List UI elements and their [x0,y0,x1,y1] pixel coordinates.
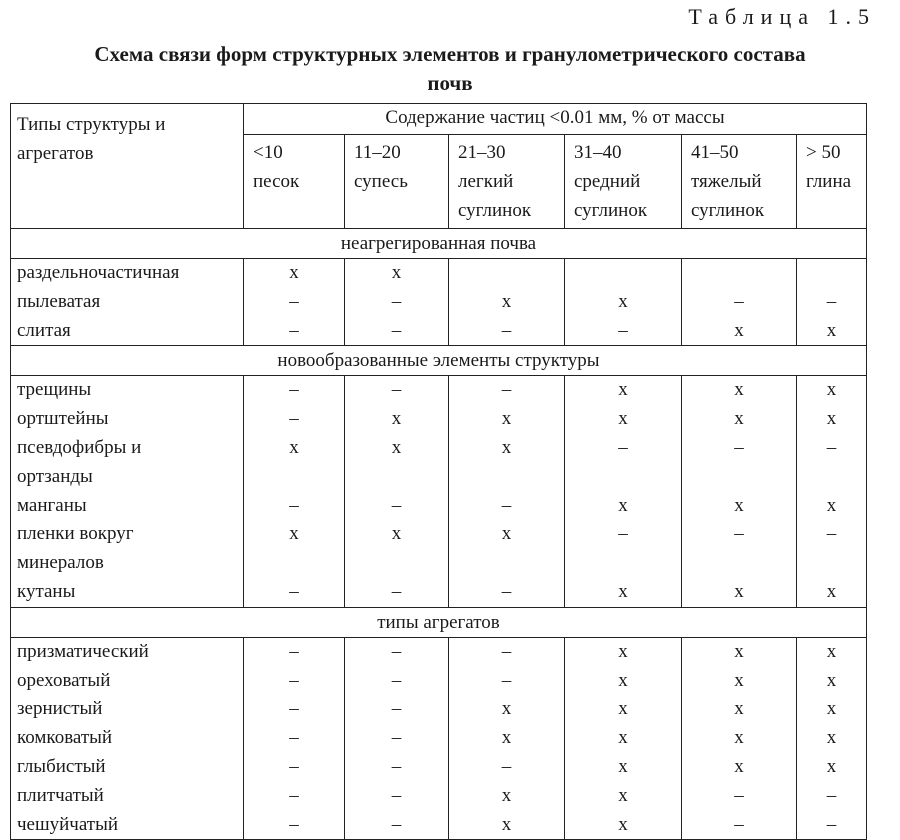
section-title: новообразованные элементы структуры [11,346,867,376]
mark-cell [797,637,867,840]
presence-mark: x [618,408,628,430]
table-body [11,104,867,840]
structure-type-cell [11,637,244,840]
column-header-range: 31–40 [574,142,622,163]
presence-mark: – [289,669,299,691]
presence-mark: – [391,669,402,691]
column-header-1 [244,135,345,229]
presence-mark: – [289,784,299,806]
header-row [11,104,867,135]
presence-mark [682,463,796,492]
presence-mark: – [289,580,299,602]
presence-mark: – [618,523,628,545]
first-column-header-line-2: агрегатов [17,143,94,164]
structure-type-name: пылеватая [17,290,101,312]
presence-mark: x [501,408,512,430]
column-header-4 [565,135,682,229]
presence-mark: – [734,784,744,806]
presence-mark: – [391,755,402,777]
column-header-texture: тяжелый [691,171,762,192]
presence-mark: – [391,727,402,749]
presence-mark [244,463,344,492]
presence-mark: – [826,436,837,458]
presence-mark [449,463,564,492]
structure-type-name: слитая [17,319,71,341]
presence-mark: x [618,669,628,691]
table-number: Таблица 1.5 [688,4,876,29]
presence-mark: x [826,727,837,749]
column-header-texture-line-2: суглинок [458,200,532,221]
presence-mark: – [826,813,837,835]
structure-type-name: глыбистый [17,755,106,777]
presence-mark: x [501,436,512,458]
presence-mark: x [826,408,837,430]
presence-mark: – [501,379,512,401]
column-header-texture-line-2: суглинок [691,200,765,221]
presence-mark: – [734,436,744,458]
presence-mark: – [391,319,402,341]
presence-mark: x [826,580,837,602]
presence-mark: – [618,436,628,458]
presence-mark: x [734,669,744,691]
presence-mark: x [734,379,744,401]
column-header-range: <10 [253,142,283,163]
title-line-1: Схема связи форм структурных элементов и гранулометрического состава [94,42,806,66]
presence-mark: – [391,813,402,835]
structure-type-name: манганы [17,494,87,516]
presence-mark: x [826,698,837,720]
mark-cell [345,637,449,840]
presence-mark [449,549,564,578]
presence-mark: x [618,290,628,312]
column-header-range: 41–50 [691,142,739,163]
presence-mark: x [391,262,402,283]
presence-mark [565,549,681,578]
presence-mark: – [501,669,512,691]
presence-mark: x [826,755,837,777]
column-header-texture-line-2: суглинок [574,200,648,221]
presence-mark: x [826,379,837,401]
column-header-2 [345,135,449,229]
mark-cell [449,637,565,840]
structure-type-name: ортштейны [17,408,109,430]
presence-mark: – [618,319,628,341]
presence-mark: – [289,319,299,341]
presence-mark [565,463,681,492]
presence-mark: x [289,262,299,283]
section-body-row [11,637,867,840]
presence-mark: – [391,784,402,806]
presence-mark: x [501,523,512,545]
presence-mark [797,549,866,578]
structure-type-name: плитчатый [17,784,104,806]
mark-cell [682,376,797,607]
section-row [11,346,867,376]
presence-mark: x [289,436,299,458]
mark-cell [345,259,449,346]
column-header-3 [449,135,565,229]
structure-table [10,103,867,840]
structure-type-name: призматический [17,640,149,662]
presence-mark: x [734,408,744,430]
presence-mark: – [501,640,512,662]
structure-type-cell [11,259,244,346]
presence-mark: – [289,813,299,835]
mark-cell [565,376,682,607]
presence-mark: x [618,755,628,777]
presence-mark [345,463,448,492]
presence-mark: x [618,698,628,720]
presence-mark: x [826,640,837,662]
presence-mark: x [618,813,628,835]
presence-mark: x [826,669,837,691]
presence-mark: – [501,580,512,602]
presence-mark: x [734,580,744,602]
section-title: неагрегированная почва [11,229,867,259]
presence-mark: – [826,290,837,312]
mark-cell [244,259,345,346]
mark-cell [682,259,797,346]
presence-mark: x [391,408,402,430]
column-header-5 [682,135,797,229]
mark-cell [244,637,345,840]
presence-mark: x [618,640,628,662]
presence-mark: x [826,494,837,516]
presence-mark: x [618,727,628,749]
column-header-texture: песок [253,171,300,192]
column-header-texture: супесь [354,171,408,192]
section-body-row [11,376,867,607]
presence-mark: x [618,580,628,602]
presence-mark: – [289,494,299,516]
presence-mark: – [391,580,402,602]
structure-type-name: чешуйчатый [17,813,119,835]
presence-mark: x [618,379,628,401]
structure-type-name: минералов [17,552,104,574]
presence-mark: x [734,494,744,516]
structure-type-name: пленки вокруг [17,523,134,545]
presence-mark: x [391,523,402,545]
presence-mark: – [289,755,299,777]
structure-type-name: псевдофибры и [17,436,142,458]
presence-mark: – [501,755,512,777]
presence-mark: – [826,784,837,806]
presence-mark: – [289,640,299,662]
mark-cell [565,637,682,840]
structure-type-name: зернистый [17,698,103,720]
presence-mark: x [618,494,628,516]
presence-mark [345,549,448,578]
presence-mark: – [289,727,299,749]
presence-mark: x [501,813,512,835]
presence-mark: – [391,640,402,662]
column-header-range: 21–30 [458,142,506,163]
presence-mark: x [826,319,837,341]
presence-mark: x [391,436,402,458]
presence-mark [449,259,564,288]
presence-mark: – [289,379,299,401]
presence-mark [565,259,681,288]
structure-type-name: ореховатый [17,669,111,691]
presence-mark: x [501,727,512,749]
presence-mark: – [289,698,299,720]
structure-type-name: трещины [17,379,92,401]
presence-mark: – [734,813,744,835]
section-title: типы агрегатов [11,607,867,637]
first-column-header [11,104,244,229]
section-row [11,607,867,637]
structure-type-name: раздельночастичная [17,262,180,283]
presence-mark: – [826,523,837,545]
presence-mark: – [391,379,402,401]
presence-mark [682,549,796,578]
mark-cell [244,376,345,607]
presence-mark: – [734,290,744,312]
presence-mark: – [391,290,402,312]
structure-type-name: ортзанды [17,465,93,487]
mark-cell [345,376,449,607]
presence-mark: x [734,319,744,341]
mark-cell [449,376,565,607]
section-body-row [11,259,867,346]
section-row [11,229,867,259]
particle-content-header: Содержание частиц <0.01 мм, % от массы [244,104,867,135]
first-column-header-line-1: Типы структуры и [17,114,166,135]
presence-mark: x [734,727,744,749]
mark-cell [449,259,565,346]
presence-mark [244,549,344,578]
presence-mark: x [501,698,512,720]
presence-mark: x [618,784,628,806]
presence-mark: – [501,319,512,341]
presence-mark: x [734,640,744,662]
presence-mark: – [501,494,512,516]
presence-mark [797,463,866,492]
mark-cell [797,259,867,346]
presence-mark: x [734,755,744,777]
presence-mark: x [501,784,512,806]
mark-cell [797,376,867,607]
presence-mark: – [391,494,402,516]
presence-mark: – [289,290,299,312]
presence-mark: – [391,698,402,720]
column-header-6 [797,135,867,229]
presence-mark: x [501,290,512,312]
presence-mark [797,259,866,288]
presence-mark: – [734,523,744,545]
presence-mark: x [289,523,299,545]
structure-type-name: кутаны [17,580,76,602]
table-title [0,40,900,98]
column-header-texture: легкий [458,171,514,192]
structure-type-cell [11,376,244,607]
mark-cell [565,259,682,346]
presence-mark [682,259,796,288]
column-header-texture: средний [574,171,641,192]
presence-mark: x [734,698,744,720]
column-header-texture: глина [806,171,852,192]
structure-type-name: комковатый [17,727,113,749]
column-header-range: 11–20 [354,142,401,163]
presence-mark: – [289,408,299,430]
column-header-range: > 50 [806,142,841,163]
mark-cell [682,637,797,840]
title-line-2: почв [427,71,473,95]
